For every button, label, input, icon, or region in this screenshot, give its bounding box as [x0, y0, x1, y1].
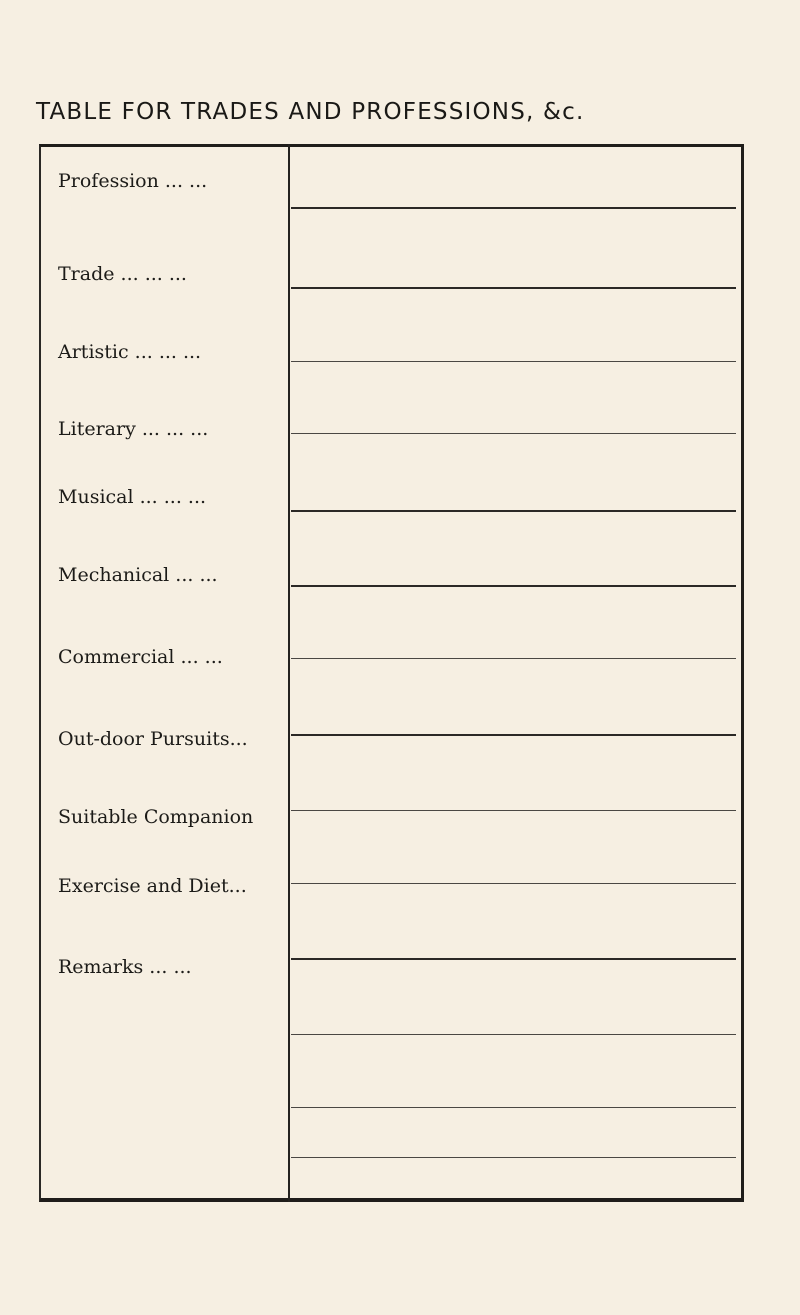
label-literary: Literary ... ... ...	[58, 418, 209, 440]
label-trade: Trade ... ... ...	[58, 263, 187, 285]
label-exercise-and-diet: Exercise and Diet...	[58, 875, 247, 897]
label-remarks: Remarks ... ...	[58, 956, 192, 978]
label-artistic: Artistic ... ... ...	[58, 341, 202, 363]
label-profession: Profession ... ...	[58, 170, 208, 192]
answer-line-literary[interactable]	[291, 433, 736, 434]
form-table	[39, 144, 744, 1202]
answer-line-profession[interactable]	[291, 207, 736, 209]
answer-line-exercise-and-diet[interactable]	[291, 883, 736, 884]
answer-line-mechanical[interactable]	[291, 585, 736, 587]
answer-line-extra[interactable]	[291, 1107, 736, 1108]
answer-line-extra[interactable]	[291, 1157, 736, 1158]
label-commercial: Commercial ... ...	[58, 646, 223, 668]
label-outdoor-pursuits: Out-door Pursuits...	[58, 728, 248, 750]
answer-line-extra[interactable]	[291, 1034, 736, 1035]
answer-line-outdoor-pursuits[interactable]	[291, 734, 736, 736]
answer-line-suitable-companion[interactable]	[291, 810, 736, 811]
column-divider	[288, 144, 290, 1202]
answer-line-commercial[interactable]	[291, 658, 736, 659]
label-musical: Musical ... ... ...	[58, 486, 207, 508]
answer-line-musical[interactable]	[291, 510, 736, 512]
answer-line-artistic[interactable]	[291, 361, 736, 362]
answer-line-remarks[interactable]	[291, 958, 736, 960]
label-mechanical: Mechanical ... ...	[58, 564, 218, 586]
page-title: TABLE FOR TRADES AND PROFESSIONS, &c.	[36, 99, 585, 125]
label-suitable-companion: Suitable Companion	[58, 806, 254, 828]
answer-line-trade[interactable]	[291, 287, 736, 289]
